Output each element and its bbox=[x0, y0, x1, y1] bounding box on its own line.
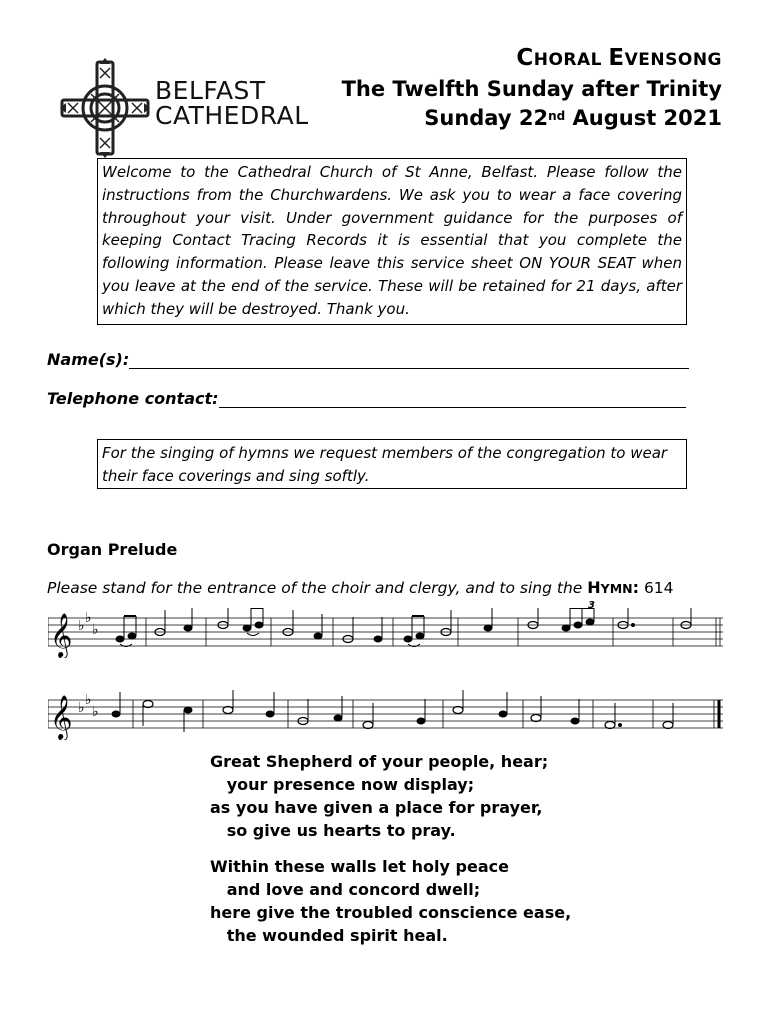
logo-line-cathedral: CATHEDRAL bbox=[155, 101, 309, 130]
verse-line: your presence now display; bbox=[210, 775, 475, 794]
flat-icon: ♭ bbox=[85, 692, 92, 708]
logo-line-belfast: BELFAST bbox=[155, 76, 266, 105]
verse-line: as you have given a place for prayer, bbox=[210, 798, 543, 817]
verse-line: so give us hearts to pray. bbox=[210, 821, 456, 840]
flat-icon: ♭ bbox=[92, 622, 99, 638]
hymn-singing-note: For the singing of hymns we request members of the congregation to wear their face coverings and sing softly. bbox=[97, 439, 687, 489]
service-title: The Twelfth Sunday after Trinity bbox=[341, 77, 722, 101]
hymn-label: HYMN: bbox=[587, 578, 640, 597]
flat-icon: ♭ bbox=[78, 618, 85, 634]
flat-icon: ♭ bbox=[92, 704, 99, 720]
music-staff-1 bbox=[48, 608, 723, 658]
hymn-verse-1 bbox=[210, 750, 548, 842]
verse-line: and love and concord dwell; bbox=[210, 880, 481, 899]
telephone-field[interactable] bbox=[47, 389, 686, 408]
hymn-number: 614 bbox=[639, 579, 674, 597]
treble-clef-icon: 𝄞 bbox=[50, 613, 73, 657]
organ-prelude-heading: Organ Prelude bbox=[47, 540, 178, 559]
verse-line: here give the troubled conscience ease, bbox=[210, 903, 572, 922]
celtic-cross-icon bbox=[60, 58, 150, 158]
service-name: CHORAL EVENSONG bbox=[516, 45, 722, 71]
verse-line: Within these walls let holy peace bbox=[210, 857, 509, 876]
service-date: Sunday 22nd August 2021 bbox=[424, 106, 722, 130]
treble-clef-icon: 𝄞 bbox=[50, 695, 73, 739]
music-staff-2 bbox=[48, 690, 723, 740]
service-header bbox=[342, 44, 722, 133]
hymn-verse-2 bbox=[210, 855, 571, 947]
name-line[interactable] bbox=[129, 354, 689, 369]
verse-line: the wounded spirit heal. bbox=[210, 926, 448, 945]
name-field[interactable] bbox=[47, 350, 689, 369]
cathedral-logo bbox=[60, 58, 320, 158]
triplet-mark: 3 bbox=[588, 600, 595, 611]
name-label: Name(s): bbox=[47, 350, 130, 369]
telephone-label: Telephone contact: bbox=[47, 389, 219, 408]
flat-icon: ♭ bbox=[85, 610, 92, 626]
entrance-instruction: Please stand for the entrance of the choir and clergy, and to sing the HYMN: 614 bbox=[47, 578, 674, 597]
verse-line: Great Shepherd of your people, hear; bbox=[210, 752, 549, 771]
welcome-notice: Welcome to the Cathedral Church of St Anne, Belfast. Please follow the instructions from the Churchwardens. We ask you to wear a face covering throughout your visit. Under government guidance for the purposes of keeping Contact Tracing Records it is essential that you complete the following information. Please leave this service sheet ON YOUR SEAT when you leave at the end of the service. These will be retained for 21 days, after which they will be destroyed. Thank you. bbox=[97, 158, 687, 325]
flat-icon: ♭ bbox=[78, 700, 85, 716]
logo-wordmark bbox=[155, 78, 309, 128]
telephone-line[interactable] bbox=[219, 393, 686, 408]
